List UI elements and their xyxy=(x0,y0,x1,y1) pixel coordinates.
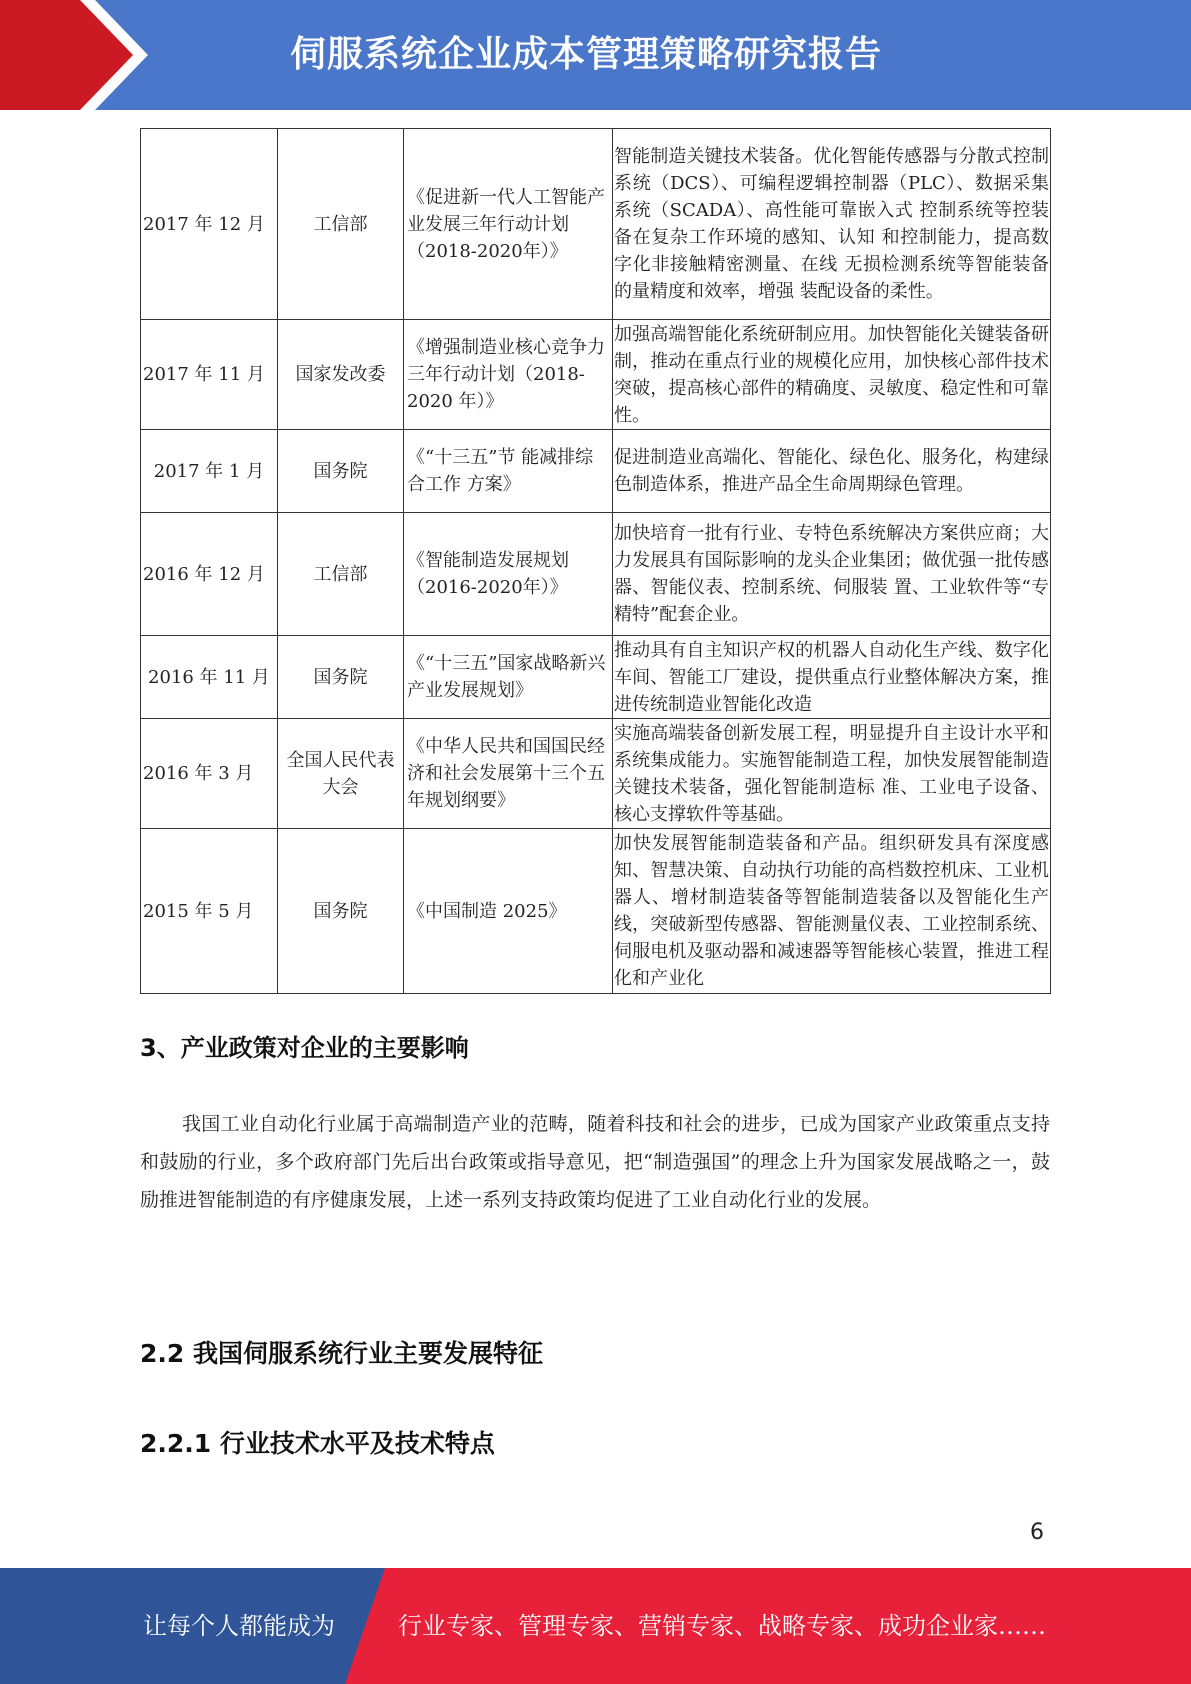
page-header xyxy=(0,0,1191,110)
footer-slogan-left: 让每个人都能成为 xyxy=(143,1612,335,1640)
policy-description: 智能制造关键技术装备。优化智能传感器与分散式控制系统（DCS）、可编程逻辑控制器（PLC）、数据采集系统（SCADA）、高性能可靠嵌入式 控制系统等控装备在复杂工作环境的感知、认知 和控制能力，提高数字化非接触精密测量、在线 无损检测系统等智能装备的量精度和效率，增强 装配设备的柔性。 xyxy=(613,129,1051,320)
report-title: 伺服系统企业成本管理策略研究报告 xyxy=(290,34,883,75)
policy-department: 工信部 xyxy=(278,513,404,636)
policy-date: 2016 年 11 月 xyxy=(141,636,278,719)
policy-document: 《“十三五”国家战略新兴产业发展规划》 xyxy=(404,636,613,719)
policy-document: 《中华人民共和国国民经济和社会发展第十三个五年规划纲要》 xyxy=(404,719,613,829)
page-footer xyxy=(0,1568,1191,1684)
policy-document: 《增强制造业核心竞争力三年行动计划（2018-2020 年）》 xyxy=(404,320,613,430)
footer-slogan-right: 行业专家、管理专家、营销专家、战略专家、成功企业家…… xyxy=(398,1612,1046,1640)
section-heading: 3、产业政策对企业的主要影响 xyxy=(140,1034,469,1062)
policy-description: 加强高端智能化系统研制应用。加快智能化关键装备研制，推动在重点行业的规模化应用，加快核心部件技术突破，提高核心部件的精确度、灵敏度、稳定性和可靠性。 xyxy=(613,320,1051,430)
policy-description: 加快发展智能制造装备和产品。组织研发具有深度感知、智慧决策、自动执行功能的高档数控机床、工业机器人、增材制造装备等智能制造装备以及智能化生产线，突破新型传感器、智能测量仪表、工业控制系统、伺服电机及驱动器和减速器等智能核心装置，推进工程化和产业化 xyxy=(613,829,1051,994)
policy-date: 2017 年 11 月 xyxy=(141,320,278,430)
policy-date: 2016 年 3 月 xyxy=(141,719,278,829)
table-row xyxy=(141,719,1051,829)
policy-date: 2017 年 1 月 xyxy=(141,430,278,513)
policy-department: 国务院 xyxy=(278,636,404,719)
policy-date: 2017 年 12 月 xyxy=(141,129,278,320)
subsection-heading: 2.2.1 行业技术水平及技术特点 xyxy=(140,1429,495,1458)
policy-description: 推动具有自主知识产权的机器人自动化生产线、数字化车间、智能工厂建设，提供重点行业整体解决方案，推进传统制造业智能化改造 xyxy=(613,636,1051,719)
policy-date: 2016 年 12 月 xyxy=(141,513,278,636)
table-row xyxy=(141,129,1051,320)
table-row xyxy=(141,829,1051,994)
policy-department: 国务院 xyxy=(278,430,404,513)
table-row xyxy=(141,636,1051,719)
policy-department: 国务院 xyxy=(278,829,404,994)
policy-table xyxy=(140,128,1051,994)
policy-description: 实施高端装备创新发展工程，明显提升自主设计水平和系统集成能力。实施智能制造工程，加快发展智能制造关键技术装备，强化智能制造标 准、工业电子设备、核心支撑软件等基础。 xyxy=(613,719,1051,829)
policy-department: 国家发改委 xyxy=(278,320,404,430)
page-number: 6 xyxy=(1030,1520,1044,1545)
table-row xyxy=(141,320,1051,430)
header-red-arrow-decoration xyxy=(0,0,150,110)
policy-document: 《中国制造 2025》 xyxy=(404,829,613,994)
policy-department: 工信部 xyxy=(278,129,404,320)
policy-document: 《智能制造发展规划（2016-2020年）》 xyxy=(404,513,613,636)
policy-department: 全国人民代表大会 xyxy=(278,719,404,829)
policy-document: 《促进新一代人工智能产业发展三年行动计划（2018-2020年）》 xyxy=(404,129,613,320)
table-row xyxy=(141,430,1051,513)
policy-document: 《“十三五”节 能减排综合工作 方案》 xyxy=(404,430,613,513)
body-paragraph: 我国工业自动化行业属于高端制造产业的范畴，随着科技和社会的进步，已成为国家产业政策重点支持和鼓励的行业，多个政府部门先后出台政策或指导意见，把“制造强国”的理念上升为国家发展战略之一，鼓励推进智能制造的有序健康发展，上述一系列支持政策均促进了工业自动化行业的发展。 xyxy=(140,1113,1050,1211)
policy-description: 加快培育一批有行业、专特色系统解决方案供应商；大力发展具有国际影响的龙头企业集团；做优强一批传感器、智能仪表、控制系统、伺服装 置、工业软件等“专精特”配套企业。 xyxy=(613,513,1051,636)
table-row xyxy=(141,513,1051,636)
policy-description: 促进制造业高端化、智能化、绿色化、服务化，构建绿色制造体系，推进产品全生命周期绿色管理。 xyxy=(613,430,1051,513)
section-heading: 2.2 我国伺服系统行业主要发展特征 xyxy=(140,1339,543,1368)
policy-date: 2015 年 5 月 xyxy=(141,829,278,994)
